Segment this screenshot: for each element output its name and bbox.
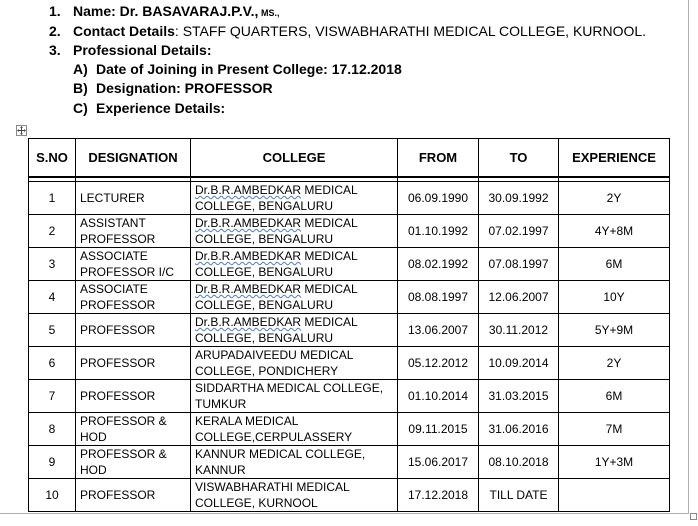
cell-from: 13.06.2007 (398, 314, 479, 347)
cell-experience: 2Y (559, 182, 670, 215)
cell-designation (76, 314, 191, 347)
table-row (29, 413, 670, 446)
designation-text: Designation: PROFESSOR (96, 80, 273, 96)
college-line (195, 347, 393, 363)
table-row (29, 446, 670, 479)
college-line (195, 231, 393, 247)
cell-college (191, 281, 398, 314)
college-text: MEDICAL (301, 183, 358, 197)
cell-from: 08.02.1992 (398, 248, 479, 281)
college-abbr: Dr.B.R.AMBEDKAR (195, 282, 302, 296)
cell-designation (76, 347, 191, 380)
college-line (195, 380, 393, 396)
cell-college (191, 215, 398, 248)
college-text: ARUPADAIVEEDU MEDICAL (195, 348, 354, 362)
college-line (195, 363, 393, 379)
college-text: COLLEGE,CERPULASSERY (195, 430, 353, 444)
college-line (195, 396, 393, 412)
header-sno: S.NO (29, 139, 76, 178)
college-text: KANNUR (195, 463, 246, 477)
designation-line: HOD (80, 463, 107, 477)
cell-sno: 7 (29, 380, 76, 413)
contact-value: : STAFF QUARTERS, VISWABHARATHI MEDICAL COLLEGE, KURNOOL. (174, 23, 647, 39)
cell-to: 31.06.2016 (479, 413, 559, 446)
document-edge-right (688, 0, 689, 514)
cell-from: 17.12.2018 (398, 479, 479, 512)
designation-line: LECTURER (80, 191, 145, 205)
college-line (195, 281, 393, 297)
cell-from: 01.10.1992 (398, 215, 479, 248)
degree-label: MS., (258, 8, 280, 18)
college-text: COLLEGE, BENGALURU (195, 331, 334, 345)
college-text: VISWABHARATHI MEDICAL (195, 480, 350, 494)
cell-designation (76, 281, 191, 314)
header-experience: EXPERIENCE (559, 139, 670, 178)
college-text: TUMKUR (195, 397, 247, 411)
college-line (195, 462, 393, 478)
table-row (29, 479, 670, 512)
cell-experience: 1Y+3M (559, 446, 670, 479)
header-designation: DESIGNATION (76, 139, 191, 178)
designation-line: HOD (80, 430, 107, 444)
college-text: MEDICAL (301, 249, 358, 263)
college-line (195, 264, 393, 280)
cell-to: 10.09.2014 (479, 347, 559, 380)
table-header-row (29, 139, 670, 178)
cell-experience (559, 479, 670, 512)
designation-line: PROFESSOR & (80, 414, 167, 428)
designation-line: PROFESSOR (80, 323, 156, 337)
cell-designation (76, 413, 191, 446)
college-line (195, 215, 393, 231)
header-college: COLLEGE (191, 139, 398, 178)
cell-to: 31.03.2015 (479, 380, 559, 413)
table-row (29, 248, 670, 281)
cell-sno: 4 (29, 281, 76, 314)
cell-college (191, 446, 398, 479)
cell-from: 08.08.1997 (398, 281, 479, 314)
cell-sno: 9 (29, 446, 76, 479)
move-arrows-icon[interactable] (16, 125, 27, 136)
cell-college (191, 413, 398, 446)
designation-line: PROFESSOR (80, 356, 156, 370)
cell-to: 30.11.2012 (479, 314, 559, 347)
cell-designation (76, 215, 191, 248)
college-text: COLLEGE, BENGALURU (195, 265, 334, 279)
cell-designation (76, 182, 191, 215)
document-edge-bottom (0, 513, 689, 514)
cell-sno: 8 (29, 413, 76, 446)
cell-sno: 6 (29, 347, 76, 380)
cell-sno: 1 (29, 182, 76, 215)
cell-sno: 5 (29, 314, 76, 347)
college-text: COLLEGE, BENGALURU (195, 199, 334, 213)
table-row (29, 314, 670, 347)
cell-from: 06.09.1990 (398, 182, 479, 215)
cell-to: 30.09.1992 (479, 182, 559, 215)
designation-line: PROFESSOR (80, 488, 156, 502)
college-line (195, 413, 393, 429)
designation-line: PROFESSOR (80, 232, 156, 246)
college-line (195, 446, 393, 462)
designation-line: ASSOCIATE (80, 282, 148, 296)
college-text: MEDICAL (301, 216, 358, 230)
experience-text: Experience Details: (96, 100, 226, 116)
cell-college (191, 314, 398, 347)
college-line (195, 314, 393, 330)
table-row (29, 182, 670, 215)
header-to: TO (479, 139, 559, 178)
cell-to: 07.02.1997 (479, 215, 559, 248)
designation-line: PROFESSOR & (80, 447, 167, 461)
table-body (29, 182, 670, 512)
cell-experience: 6M (559, 380, 670, 413)
college-abbr: Dr.B.R.AMBEDKAR (195, 216, 302, 230)
college-text: KANNUR MEDICAL COLLEGE, (195, 447, 366, 461)
table-row (29, 380, 670, 413)
college-line (195, 297, 393, 313)
college-text: COLLEGE, BENGALURU (195, 232, 334, 246)
table-row (29, 215, 670, 248)
college-abbr: Dr.B.R.AMBEDKAR (195, 315, 302, 329)
college-text: MEDICAL (301, 315, 358, 329)
college-line (195, 495, 393, 511)
cell-experience: 7M (559, 413, 670, 446)
college-line (195, 429, 393, 445)
cell-sno: 3 (29, 248, 76, 281)
cell-to: TILL DATE (479, 479, 559, 512)
cell-from: 01.10.2014 (398, 380, 479, 413)
joining-text: Date of Joining in Present College: 17.12.2018 (96, 61, 402, 77)
college-line (195, 330, 393, 346)
college-abbr: Dr.B.R.AMBEDKAR (195, 183, 302, 197)
header-from: FROM (398, 139, 479, 178)
cell-from: 05.12.2012 (398, 347, 479, 380)
cell-experience: 5Y+9M (559, 314, 670, 347)
experience-table (28, 138, 670, 512)
cell-to: 08.10.2018 (479, 446, 559, 479)
cell-designation (76, 479, 191, 512)
college-text: SIDDARTHA MEDICAL COLLEGE, (195, 381, 384, 395)
college-line (195, 479, 393, 495)
table-row (29, 281, 670, 314)
cell-designation (76, 248, 191, 281)
college-line (195, 248, 393, 264)
cell-sno: 2 (29, 215, 76, 248)
name-label: Name: Dr. BASAVARAJ.P.V., (73, 3, 259, 19)
designation-line: PROFESSOR I/C (80, 265, 175, 279)
cell-to: 12.06.2007 (479, 281, 559, 314)
college-text: KERALA MEDICAL (195, 414, 299, 428)
college-text: MEDICAL (301, 282, 358, 296)
college-line (195, 182, 393, 198)
resize-handle-icon[interactable] (690, 513, 697, 520)
cell-from: 09.11.2015 (398, 413, 479, 446)
designation-line: PROFESSOR (80, 298, 156, 312)
cell-experience: 4Y+8M (559, 215, 670, 248)
cell-college (191, 248, 398, 281)
cell-college (191, 479, 398, 512)
college-abbr: Dr.B.R.AMBEDKAR (195, 249, 302, 263)
cell-from: 15.06.2017 (398, 446, 479, 479)
cell-designation (76, 380, 191, 413)
cell-college (191, 347, 398, 380)
designation-line: ASSISTANT (80, 216, 146, 230)
cell-sno: 10 (29, 479, 76, 512)
college-text: COLLEGE, KURNOOL (195, 496, 318, 510)
contact-label: Contact Details (73, 23, 175, 39)
designation-line: PROFESSOR (80, 389, 156, 403)
table-row (29, 347, 670, 380)
cell-designation (76, 446, 191, 479)
college-line (195, 198, 393, 214)
cell-experience: 2Y (559, 347, 670, 380)
college-text: COLLEGE, BENGALURU (195, 298, 334, 312)
professional-label: Professional Details: (73, 42, 212, 58)
college-text: COLLEGE, PONDICHERY (195, 364, 339, 378)
designation-line: ASSOCIATE (80, 249, 148, 263)
cell-experience: 6M (559, 248, 670, 281)
cell-to: 07.08.1997 (479, 248, 559, 281)
cell-college (191, 182, 398, 215)
cell-experience: 10Y (559, 281, 670, 314)
cell-college (191, 380, 398, 413)
